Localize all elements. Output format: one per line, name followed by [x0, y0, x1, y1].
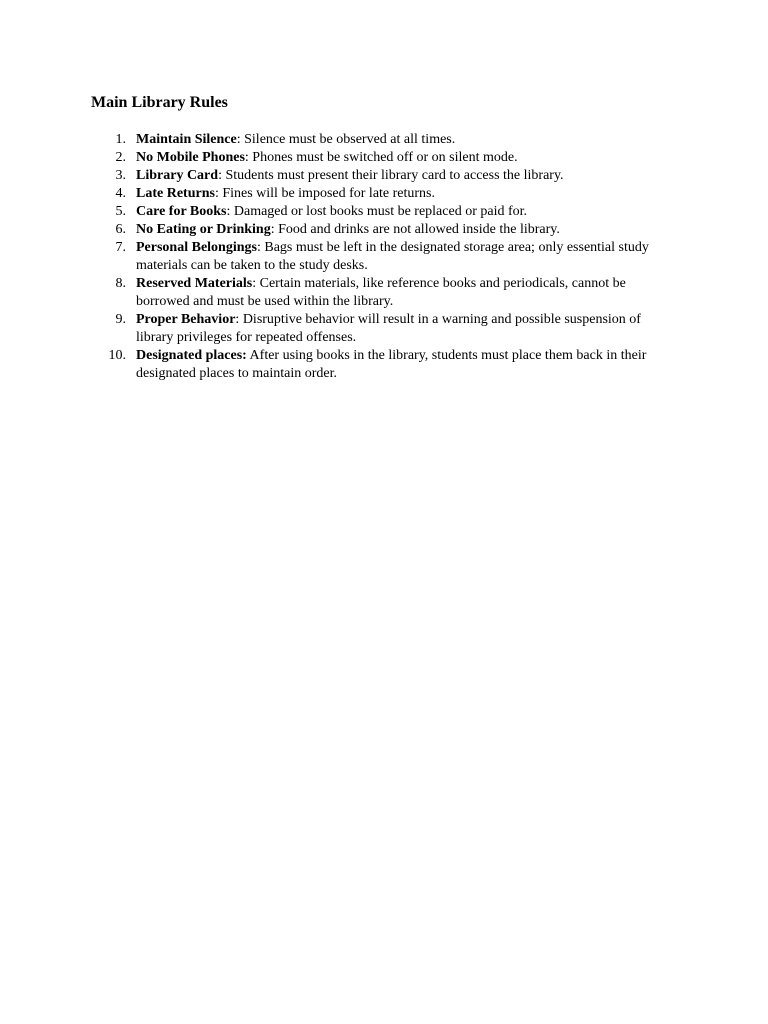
list-item-number: 10. — [108, 348, 126, 363]
list-item — [91, 275, 671, 311]
rule-term: Reserved Materials — [136, 276, 253, 291]
list-item-number: 9. — [115, 312, 126, 327]
list-item-number: 2. — [115, 150, 126, 165]
rule-separator: : — [244, 150, 249, 165]
list-item-number: 6. — [115, 222, 126, 237]
rule-text: After using books in the library, students must place them back in their designated places to maintain order. — [136, 348, 647, 381]
rule-term: Library Card — [136, 168, 219, 183]
rule-separator: : — [218, 168, 222, 183]
rule-text: Food and drinks are not allowed inside the library. — [274, 222, 560, 237]
rule-text: Fines will be imposed for late returns. — [218, 186, 436, 201]
document-title: Main Library Rules — [91, 94, 228, 111]
rule-text: Damaged or lost books must be replaced or paid for. — [230, 204, 528, 219]
rule-separator: : — [235, 312, 240, 327]
list-item — [91, 347, 671, 383]
list-item — [91, 149, 671, 167]
rule-term: No Mobile Phones — [136, 150, 245, 165]
list-item-number: 4. — [115, 186, 126, 201]
rule-separator: : — [270, 222, 275, 237]
list-item — [91, 131, 671, 149]
rule-text: Disruptive behavior will result in a warning and possible suspension of library privileges for repeated offenses. — [136, 312, 641, 345]
list-item-number: 1. — [115, 132, 126, 147]
list-item — [91, 239, 671, 275]
rules-list — [91, 131, 671, 383]
rule-text: Certain materials, like reference books and periodicals, cannot be borrowed and must be used within the library. — [136, 276, 626, 309]
list-item-number: 7. — [115, 240, 126, 255]
rule-separator: : — [252, 276, 257, 291]
rule-text: Bags must be left in the designated storage area; only essential study materials can be taken to the study desks. — [136, 240, 649, 273]
rule-separator: : — [256, 240, 261, 255]
rule-term: Personal Belongings — [136, 240, 257, 255]
rule-text: Students must present their library card to access the library. — [221, 168, 564, 183]
list-item — [91, 185, 671, 203]
rule-term: Maintain Silence — [136, 132, 237, 147]
rule-term: Designated places: — [136, 348, 247, 363]
list-item — [91, 203, 671, 221]
list-item-number: 8. — [115, 276, 126, 291]
rule-separator: : — [236, 132, 241, 147]
list-item — [91, 221, 671, 239]
rule-term: No Eating or Drinking — [136, 222, 271, 237]
rule-separator: : — [226, 204, 231, 219]
rule-term: Proper Behavior — [136, 312, 236, 327]
rule-term: Care for Books — [136, 204, 227, 219]
list-item-number: 3. — [115, 168, 126, 183]
list-item — [91, 167, 671, 185]
rule-text: Silence must be observed at all times. — [240, 132, 456, 147]
rule-separator: : — [214, 186, 219, 201]
rule-term: Late Returns — [136, 186, 215, 201]
list-item-number: 5. — [115, 204, 126, 219]
list-item — [91, 311, 671, 347]
rule-text: Phones must be switched off or on silent mode. — [248, 150, 518, 165]
